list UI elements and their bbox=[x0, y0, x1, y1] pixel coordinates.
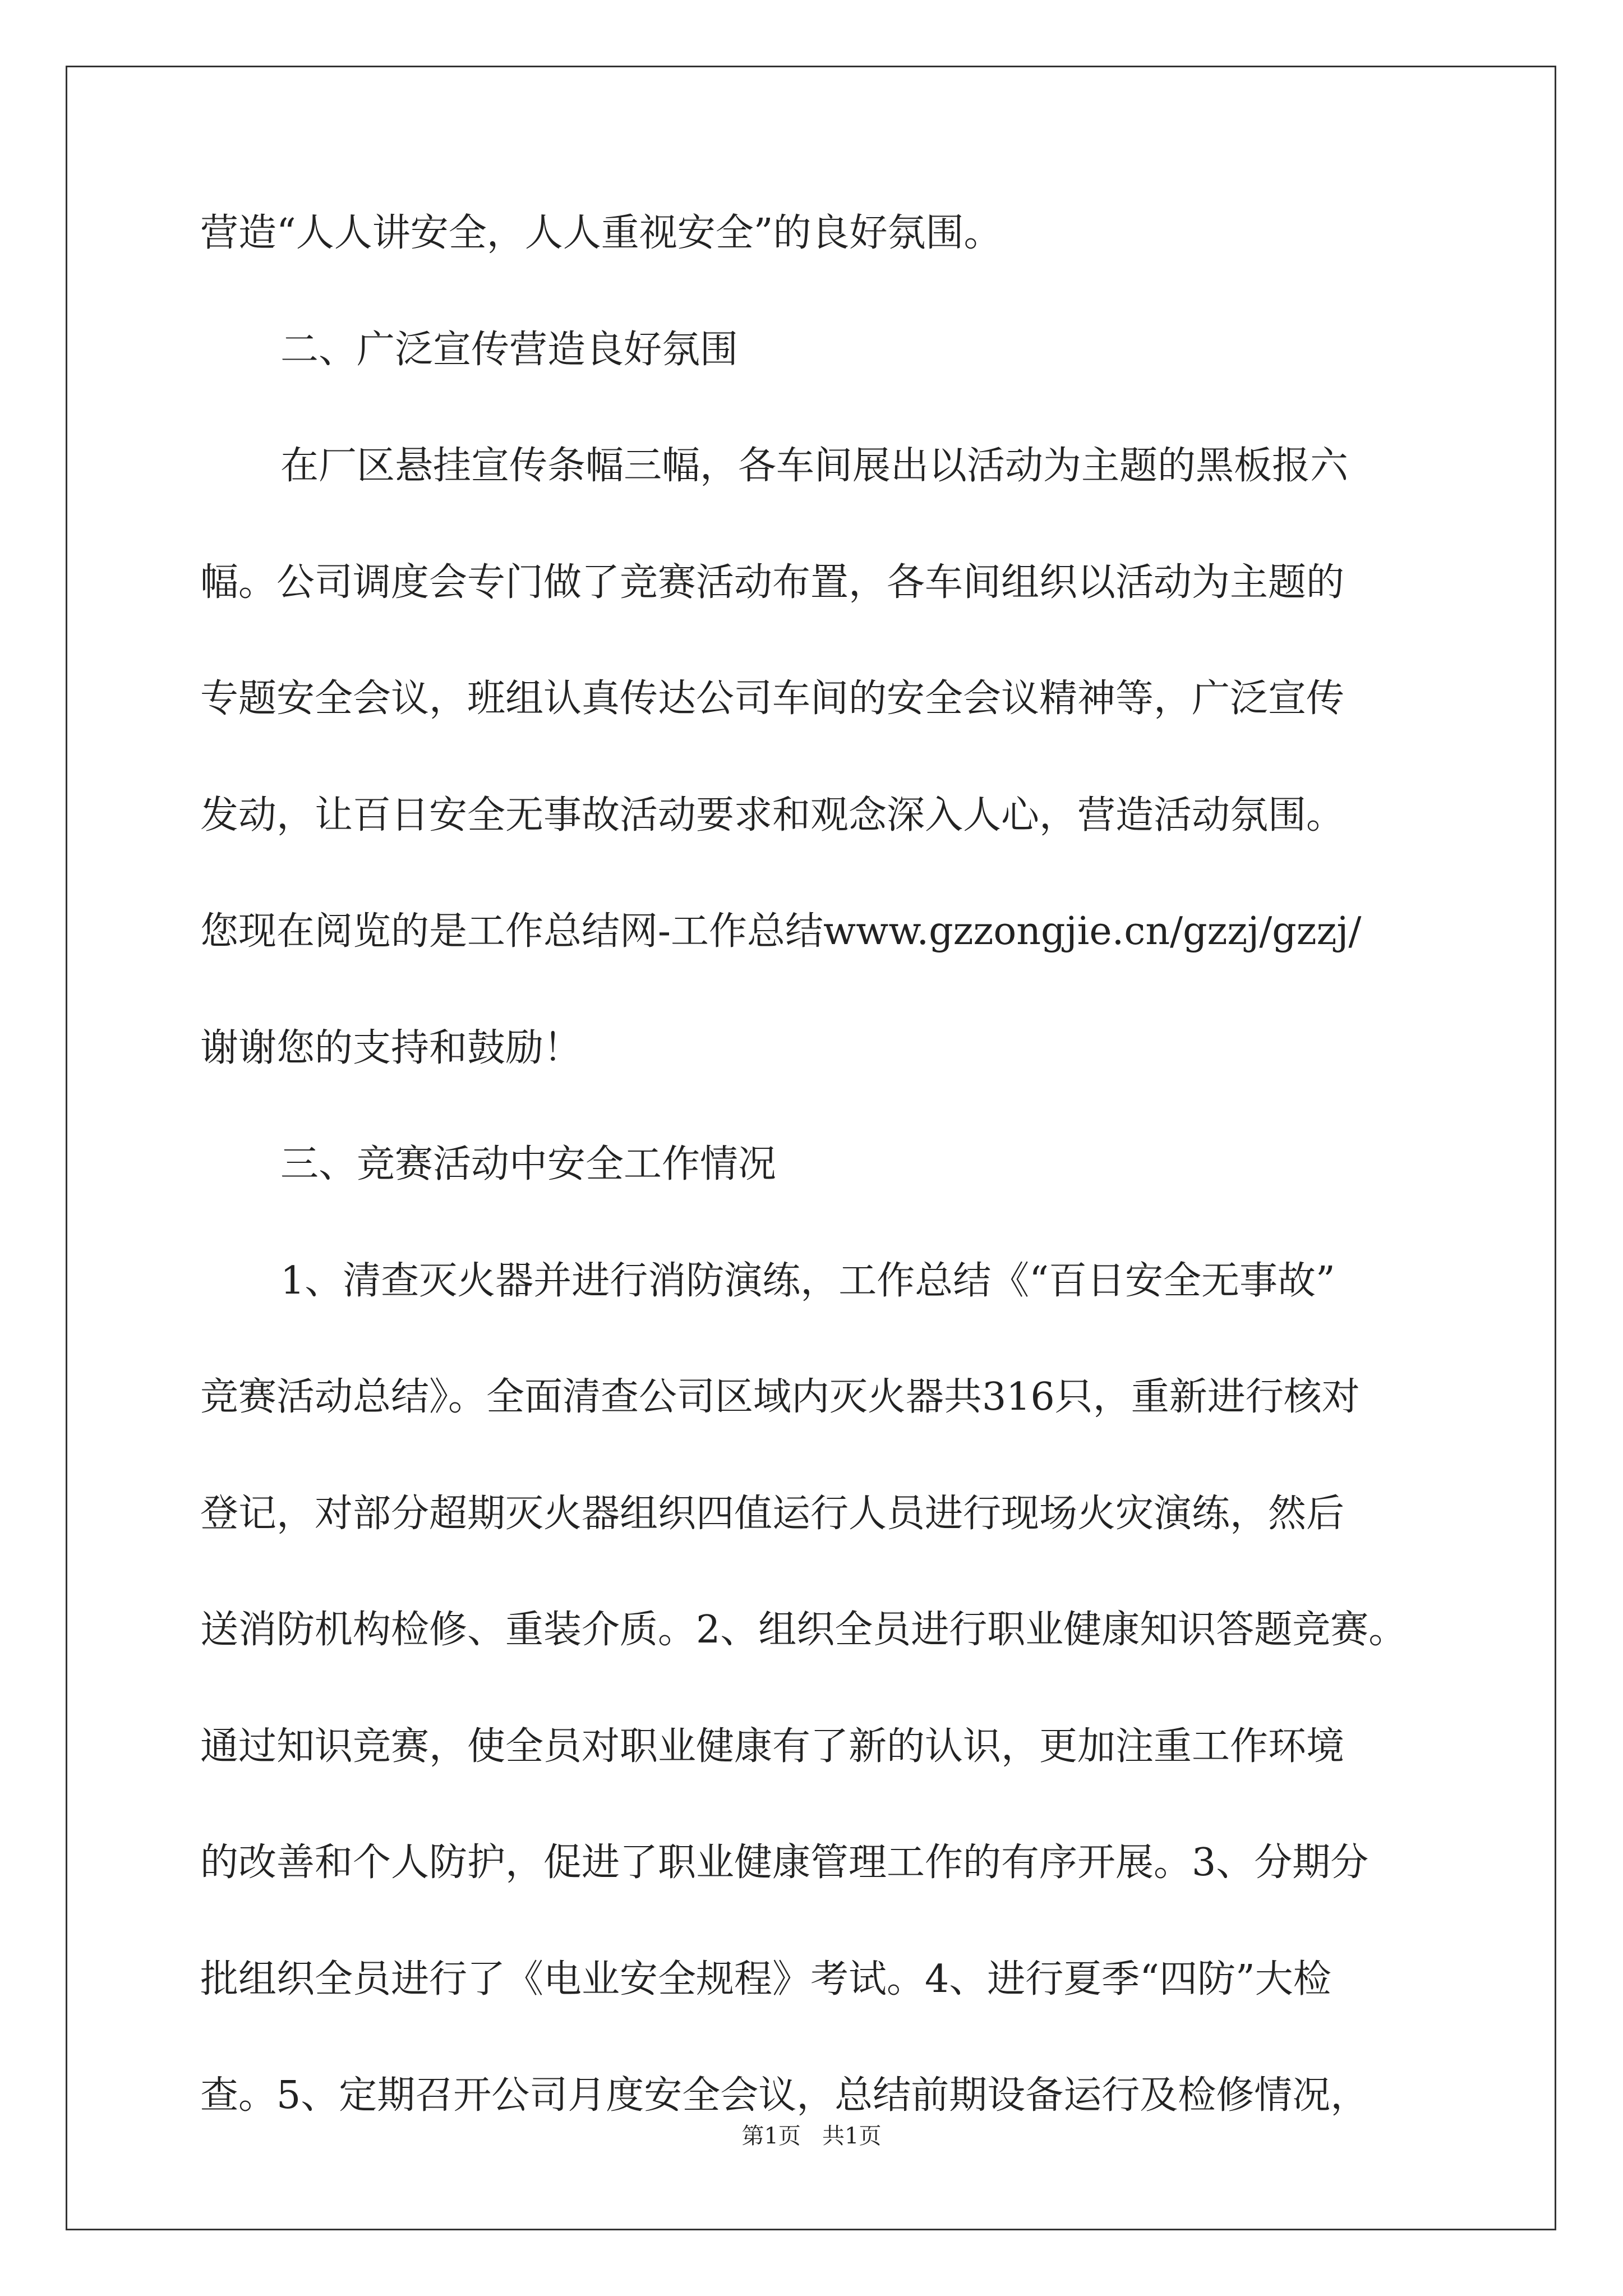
body-line: 送消防机构检修、重装介质。2、组织全员进行职业健康知识答题竞赛。 bbox=[200, 1608, 1407, 1652]
body-line: 通过知识竞赛，使全员对职业健康有了新的认识，更加注重工作环境 bbox=[200, 1724, 1345, 1769]
body-line: 专题安全会议，班组认真传达公司车间的安全会议精神等，广泛宣传 bbox=[200, 677, 1345, 721]
body-line: 幅。公司调度会专门做了竞赛活动布置，各车间组织以活动为主题的 bbox=[200, 560, 1345, 605]
paragraph-first-line: 1、清查灭火器并进行消防演练，工作总结《“百日安全无事故” bbox=[280, 1259, 1335, 1303]
body-line: 登记，对部分超期灭火器组织四值运行人员进行现场火灾演练，然后 bbox=[200, 1492, 1345, 1536]
body-line: 发动，让百日安全无事故活动要求和观念深入人心，营造活动氛围。 bbox=[200, 793, 1345, 838]
body-line: 竞赛活动总结》。全面清查公司区域内灭火器共316只，重新进行核对 bbox=[200, 1375, 1360, 1419]
section-heading: 二、广泛宣传营造良好氛围 bbox=[280, 328, 739, 372]
body-line: 查。5、定期召开公司月度安全会议，总结前期设备运行及检修情况， bbox=[200, 2073, 1369, 2118]
paragraph-first-line: 在厂区悬挂宣传条幅三幅，各车间展出以活动为主题的黑板报六 bbox=[280, 444, 1349, 488]
body-line: 谢谢您的支持和鼓励！ bbox=[200, 1026, 582, 1070]
body-line: 营造“人人讲安全，人人重视安全”的良好氛围。 bbox=[200, 211, 1002, 255]
page-footer: 第1页 共1页 bbox=[741, 2123, 882, 2149]
body-line: 批组织全员进行了《电业安全规程》考试。4、进行夏季“四防”大检 bbox=[200, 1957, 1331, 2001]
section-heading: 三、竞赛活动中安全工作情况 bbox=[280, 1142, 777, 1186]
body-line: 您现在阅览的是工作总结网-工作总结www.gzzongjie.cn/gzzj/gzzj/ bbox=[200, 909, 1362, 954]
body-line: 的改善和个人防护，促进了职业健康管理工作的有序开展。3、分期分 bbox=[200, 1841, 1369, 1885]
